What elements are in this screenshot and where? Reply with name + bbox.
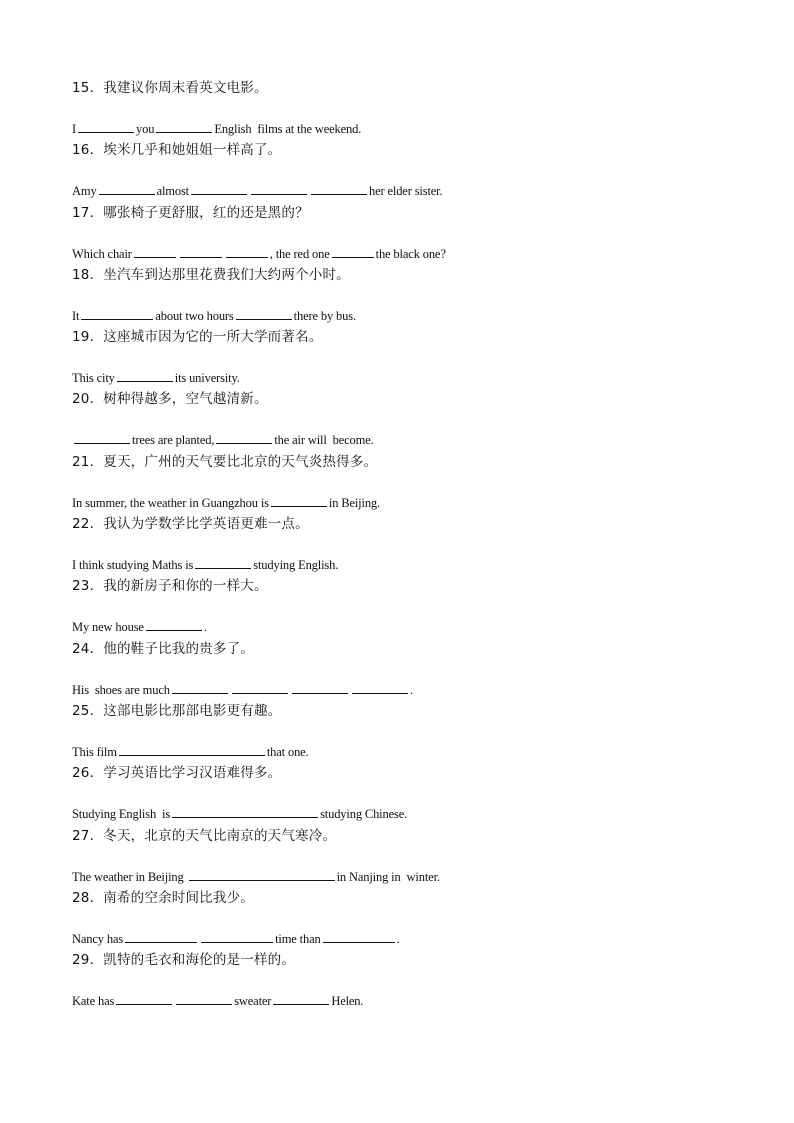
exercise-item	[72, 576, 732, 638]
answer-blank[interactable]	[78, 120, 134, 133]
answer-blank[interactable]	[216, 431, 272, 444]
sentence-text: This film	[72, 744, 117, 759]
chinese-prompt: 16．埃米几乎和她姐姐一样高了。	[72, 142, 282, 159]
answer-blank[interactable]	[232, 681, 288, 694]
sentence-text: Helen.	[331, 994, 364, 1009]
sentence-text: time than	[275, 931, 321, 946]
english-sentence	[72, 431, 732, 449]
sentence-text: Amy	[72, 184, 97, 199]
answer-blank[interactable]	[201, 930, 273, 943]
english-sentence	[72, 992, 732, 1010]
chinese-prompt: 28．南希的空余时间比我少。	[72, 889, 254, 906]
chinese-prompt: 17．哪张椅子更舒服，红的还是黑的？	[72, 204, 309, 221]
answer-blank[interactable]	[81, 307, 153, 320]
answer-blank[interactable]	[311, 182, 367, 195]
sentence-text: in Beijing.	[328, 495, 381, 510]
sentence-text: about two hours	[155, 308, 234, 323]
answer-blank[interactable]	[180, 245, 222, 258]
answer-blank[interactable]	[332, 245, 374, 258]
exercise-item	[72, 888, 732, 950]
english-sentence	[72, 805, 732, 823]
english-sentence	[72, 369, 732, 387]
chinese-prompt: 25．这部电影比那部电影更有趣。	[72, 702, 282, 719]
sentence-text: Nancy has	[72, 931, 124, 946]
sentence-text: the air will become.	[274, 433, 374, 448]
english-sentence	[72, 182, 732, 200]
answer-blank[interactable]	[99, 182, 155, 195]
sentence-text: that one.	[266, 744, 309, 759]
english-sentence	[72, 556, 732, 574]
answer-blank[interactable]	[172, 805, 318, 818]
sentence-text: her elder sister.	[369, 184, 443, 199]
chinese-prompt: 18．坐汽车到达那里花费我们大约两个小时。	[72, 266, 350, 283]
answer-blank[interactable]	[116, 992, 172, 1005]
sentence-text: It	[72, 308, 80, 323]
answer-blank[interactable]	[156, 120, 212, 133]
sentence-text: The weather in Beijing	[72, 869, 187, 884]
sentence-text: .	[396, 931, 400, 946]
worksheet	[72, 78, 732, 1012]
sentence-text: Which chair	[72, 246, 132, 261]
answer-blank[interactable]	[125, 930, 197, 943]
exercise-item	[72, 452, 732, 514]
answer-blank[interactable]	[292, 681, 348, 694]
answer-blank[interactable]	[323, 930, 395, 943]
sentence-text: studying Chinese.	[320, 807, 408, 822]
exercise-item	[72, 514, 732, 576]
exercise-item	[72, 327, 732, 389]
sentence-text: in Nanjing in winter.	[336, 869, 440, 884]
exercise-item	[72, 639, 732, 701]
sentence-text: This city	[72, 371, 115, 386]
answer-blank[interactable]	[146, 618, 202, 631]
exercise-item	[72, 826, 732, 888]
exercise-item	[72, 763, 732, 825]
answer-blank[interactable]	[117, 369, 173, 382]
answer-blank[interactable]	[226, 245, 268, 258]
sentence-text: studying English.	[253, 558, 339, 573]
sentence-text: there by bus.	[293, 308, 356, 323]
sentence-text: My new house	[72, 620, 144, 635]
sentence-text: its university.	[174, 371, 240, 386]
english-sentence	[72, 868, 732, 886]
exercise-item	[72, 140, 732, 202]
english-sentence	[72, 245, 732, 263]
chinese-prompt: 15．我建议你周末看英文电影。	[72, 80, 268, 96]
answer-blank[interactable]	[352, 681, 408, 694]
sentence-text: you	[136, 122, 155, 136]
sentence-text: His shoes are much	[72, 682, 170, 697]
chinese-prompt: 20．树种得越多，空气越清新。	[72, 391, 268, 408]
answer-blank[interactable]	[251, 182, 307, 195]
sentence-text: I think studying Maths is	[72, 558, 194, 573]
exercise-item	[72, 701, 732, 763]
exercise-item	[72, 78, 732, 140]
chinese-prompt: 29．凯特的毛衣和海伦的是一样的。	[72, 952, 296, 969]
chinese-prompt: 21．夏天，广州的天气要比北京的天气炎热得多。	[72, 453, 378, 470]
exercise-item	[72, 950, 732, 1012]
answer-blank[interactable]	[189, 868, 335, 881]
answer-blank[interactable]	[172, 681, 228, 694]
english-sentence	[72, 743, 732, 761]
english-sentence	[72, 618, 732, 636]
answer-blank[interactable]	[74, 431, 130, 444]
sentence-text: In summer, the weather in Guangzhou is	[72, 495, 269, 510]
answer-blank[interactable]	[134, 245, 176, 258]
chinese-prompt: 27．冬天，北京的天气比南京的天气寒冷。	[72, 827, 337, 844]
sentence-text: almost	[156, 184, 189, 199]
answer-blank[interactable]	[195, 556, 251, 569]
english-sentence	[72, 120, 732, 138]
chinese-prompt: 19．这座城市因为它的一所大学而著名。	[72, 329, 323, 346]
answer-blank[interactable]	[191, 182, 247, 195]
sentence-text: I	[72, 122, 77, 136]
sentence-text: sweater	[234, 994, 272, 1009]
sentence-text: English films at the weekend.	[214, 122, 362, 136]
exercise-item	[72, 203, 732, 265]
exercise-item	[72, 389, 732, 451]
chinese-prompt: 26．学习英语比学习汉语难得多。	[72, 765, 282, 782]
english-sentence	[72, 494, 732, 512]
english-sentence	[72, 930, 732, 948]
answer-blank[interactable]	[176, 992, 232, 1005]
sentence-text: the black one?	[375, 246, 446, 261]
chinese-prompt: 22．我认为学数学比学英语更难一点。	[72, 516, 309, 533]
english-sentence	[72, 681, 732, 699]
answer-blank[interactable]	[271, 494, 327, 507]
chinese-prompt: 24．他的鞋子比我的贵多了。	[72, 640, 254, 657]
answer-blank[interactable]	[273, 992, 329, 1005]
answer-blank[interactable]	[119, 743, 265, 756]
english-sentence	[72, 307, 732, 325]
exercise-item	[72, 265, 732, 327]
sentence-text: Kate has	[72, 994, 115, 1009]
sentence-text: .	[203, 620, 207, 635]
sentence-text: .	[409, 682, 413, 697]
answer-blank[interactable]	[236, 307, 292, 320]
chinese-prompt: 23．我的新房子和你的一样大。	[72, 578, 268, 595]
sentence-text: trees are planted,	[132, 433, 215, 448]
sentence-text: , the red one	[269, 246, 330, 261]
sentence-text: Studying English is	[72, 807, 171, 822]
